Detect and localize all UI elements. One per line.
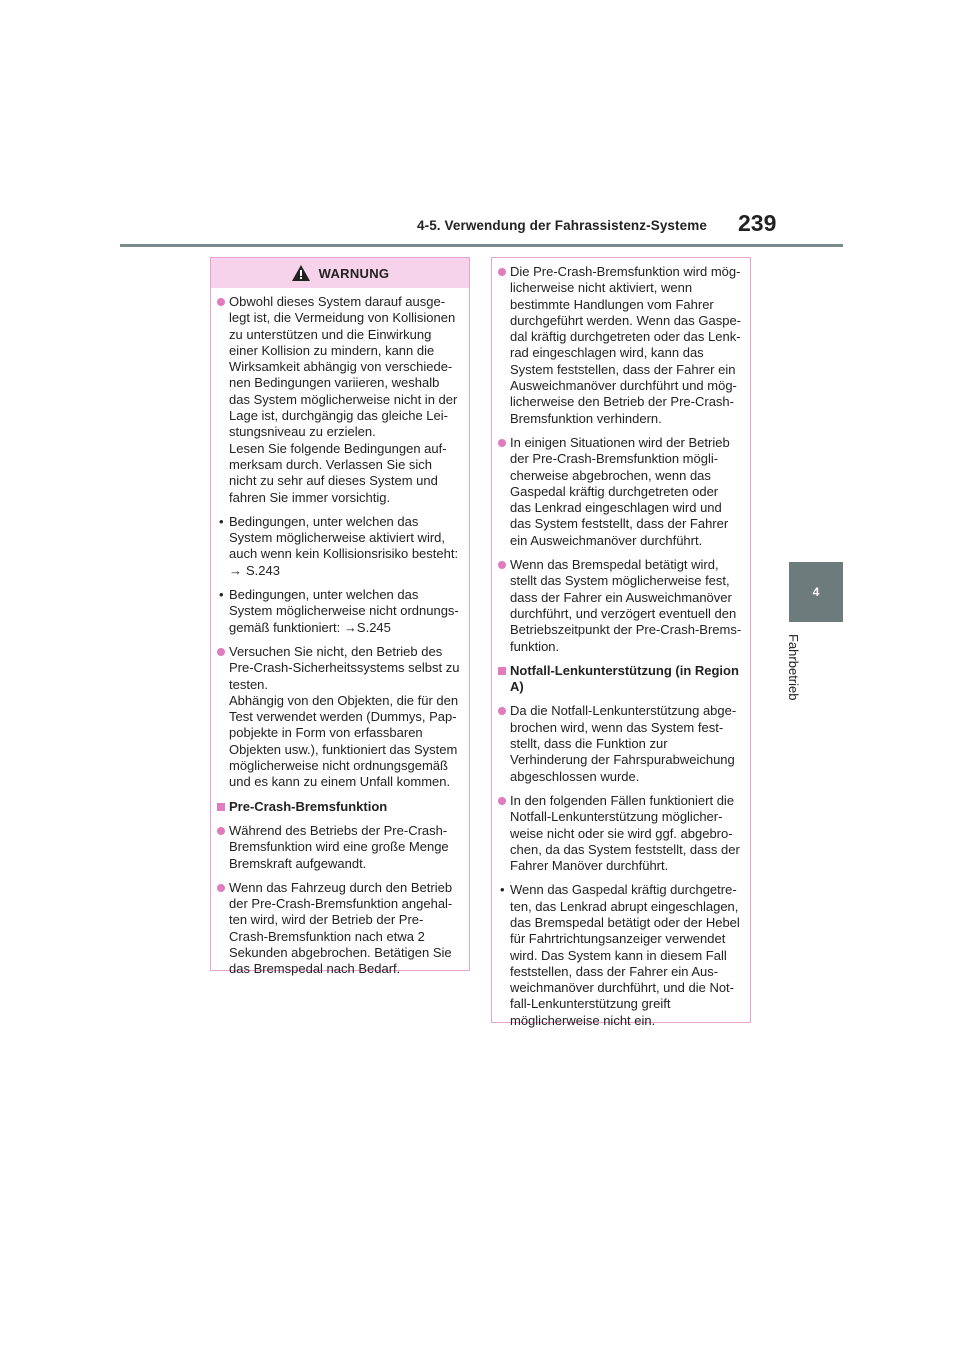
page-reference[interactable] [340,620,391,635]
dot-bullet-icon: • [219,587,224,603]
warning-triangle-icon [291,264,311,282]
list-item [217,587,461,636]
list-item [217,823,461,872]
header-rule [120,244,843,247]
list-item [498,793,742,874]
square-bullet-icon [217,803,225,811]
paragraph-text: Wenn das Bremspedal betätigt wird, stellt das System möglicherweise fest, dass der Fahrer ein Ausweichmanöver durchführt, und verzögert eventuell den Betriebszeitpunkt der Pre-Crash-Brems-funktion. [510,557,742,654]
chapter-tab [789,562,843,622]
circle-bullet-icon [217,827,225,835]
page-reference[interactable] [229,563,461,579]
continued-content [492,258,750,1029]
list-item [217,880,461,978]
reference-text: S.243 [246,562,280,578]
list-item [498,703,742,784]
circle-bullet-icon [217,298,225,306]
paragraph-text: Da die Notfall-Lenkunterstützung abge-brochen wird, wenn das System fest-stellt, dass die Funktion zur Verhinderung der Fahrspurabweichung abgeschlossen wurde. [510,703,737,784]
paragraph-text: Pre-Crash-Bremsfunktion [229,798,388,814]
paragraph-text: In einigen Situationen wird der Betrieb der Pre-Crash-Bremsfunktion mögli-cherweise abgebrochen, wenn das Gaspedal kräftig durchgetreten oder das Lenkrad eingeschlagen wird und das System feststellt, dass der Fahrer ein Ausweichmanöver durchführt. [510,434,730,548]
list-item [498,882,742,1029]
circle-bullet-icon [498,707,506,715]
paragraph-text: Bedingungen, unter welchen das System möglicherweise aktiviert wird, auch wenn kein Kollisionsrisiko besteht: [229,513,459,562]
dot-bullet-icon: • [500,882,505,898]
list-item [217,644,461,791]
continued-box [491,257,751,1028]
circle-bullet-icon [498,268,506,276]
section-title: 4-5. Verwendung der Fahrassistenz-Systeme [417,218,707,233]
chapter-label [786,634,806,714]
circle-bullet-icon [498,439,506,447]
paragraph-text: Während des Betriebs der Pre-Crash-Bremsfunktion wird eine große Menge Bremskraft aufgewandt. [229,822,449,871]
warning-box [210,257,470,977]
page-number: 239 [738,210,777,236]
paragraph-text: Versuchen Sie nicht, den Betrieb des Pre-Crash-Sicherheitssystems selbst zu testen. [229,643,460,692]
paragraph-text: In den folgenden Fällen funktioniert die Notfall-Lenkunterstützung möglicher-weise nicht oder sie wird ggf. abgebro-chen, da das System feststellt, dass der Fahrer Manöver durchführt. [510,792,740,874]
paragraph-text: Wenn das Fahrzeug durch den Betrieb der Pre-Crash-Bremsfunktion angehal-ten wird, wird der Betrieb der Pre-Crash-Bremsfunktion nach etwa 2 Sekunden abgebrochen. Betätigen Sie das Bremspedal nach Bedarf. [229,879,453,977]
circle-bullet-icon [217,884,225,892]
paragraph-text: Notfall-Lenkunterstützung (in Region A) [510,662,739,695]
subheading [217,799,461,815]
paragraph-text: Bedingungen, unter welchen das System möglicherweise nicht ordnungs-gemäß funktioniert: [229,587,459,635]
chapter-label-text: Fahrbetrieb [786,634,801,701]
list-item [498,264,742,427]
circle-bullet-icon [498,797,506,805]
paragraph-text: Lesen Sie folgende Bedingungen auf-merksam durch. Verlassen Sie sich nicht zu sehr auf dieses System und fahren Sie immer vorsichtig. [229,440,447,505]
chapter-number: 4 [812,585,820,599]
list-item [217,294,461,506]
arrow-right-icon: → [229,562,242,578]
circle-bullet-icon [217,648,225,656]
square-bullet-icon [498,667,506,675]
paragraph-text: Abhängig von den Objekten, die für den Test verwendet werden (Dummys, Pap-pobjekte in Form von erfassbaren Objekten usw.), funktioniert das System möglicherweise nicht ordnungsgemäß und es kann zu einem Unfall kommen. [229,692,459,790]
list-item [498,557,742,655]
warning-content [211,288,469,978]
subheading [498,663,742,696]
paragraph-text: Die Pre-Crash-Bremsfunktion wird mög-licherweise nicht aktiviert, wenn bestimmte Handlungen vom Fahrer durchgeführt werden. Wenn das Gaspe-dal kräftig durchgetreten oder das Lenk-rad eingeschlagen wird, kann das System feststellen, dass der Fahrer ein Ausweichmanöver durchführt und mög-licherweise den Betrieb der Pre-Crash-Bremsfunktion verhindern. [510,264,742,426]
paragraph-text: Wenn das Gaspedal kräftig durchgetre-ten, das Lenkrad abrupt eingeschlagen, das Bremspedal betätigt oder der Hebel für Fahrtrichtungsanzeiger verwendet wird. Das System kann in diesem Fall feststellen, dass der Fahrer ein Aus-weichmanöver durchführt, und die Not-fall-Lenkunterstützung greift möglicherweise nicht ein. [510,882,740,1028]
dot-bullet-icon: • [219,513,224,529]
reference-text: S.245 [356,619,391,635]
paragraph-text: Obwohl dieses System darauf ausge-legt ist, die Vermeidung von Kollisionen zu unterstützen und die Einwirkung einer Kollision zu mindern, kann die Wirksamkeit abhängig von verschiede-nen Bedingungen variieren, weshalb das System möglicherweise nicht in der Lage ist, durchgängig das gleiche Lei-stungsniveau zu erzielen. [229,294,458,440]
circle-bullet-icon [498,561,506,569]
warning-title: WARNUNG [318,265,390,281]
warning-header [211,258,469,288]
list-item [217,514,461,579]
list-item [498,435,742,549]
arrow-right-icon: → [340,619,357,635]
